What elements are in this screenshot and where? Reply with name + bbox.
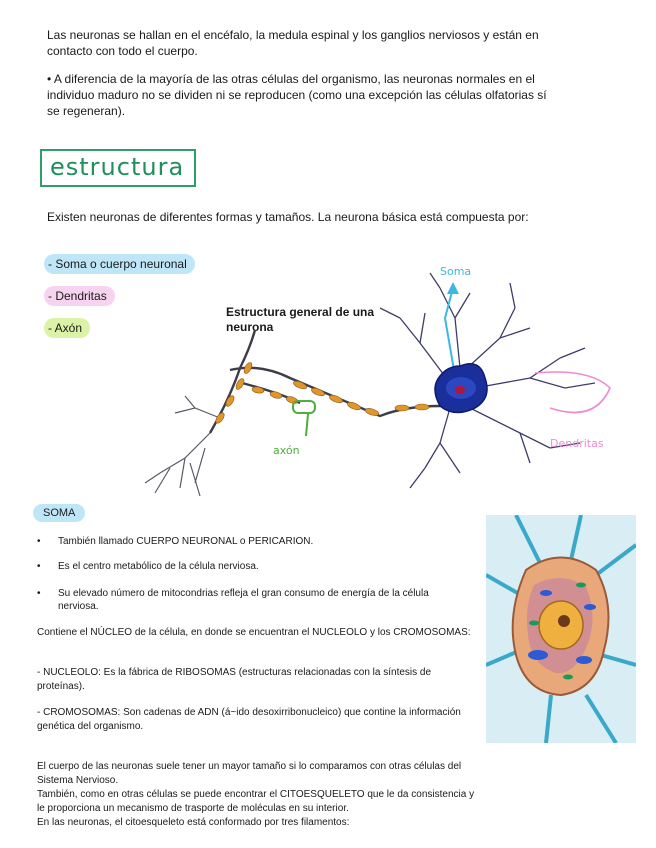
soma-cell-illustration xyxy=(486,515,636,743)
nucleus xyxy=(455,386,465,394)
bullet-mark: • xyxy=(37,561,41,572)
dendrites xyxy=(380,273,595,488)
axon-pointer-arrow xyxy=(306,414,308,436)
axon-terminal-branches xyxy=(145,396,220,496)
part-soma-highlight: - Soma o cuerpo neuronal xyxy=(44,254,195,274)
dendrites-highlight xyxy=(535,372,610,413)
bullet-mark: • xyxy=(37,536,41,547)
soma-arrow-head xyxy=(447,282,459,294)
bullet-text: Su elevado número de mitocondrias refleja el gran consumo de energía de la célula nerviosa. xyxy=(58,588,429,612)
neuron-diagram xyxy=(140,258,620,498)
part-dendrites-highlight: - Dendritas xyxy=(44,286,115,306)
intro-paragraph-2: • A diferencia de la mayoría de las otras células del organismo, las neuronas normales en el individuo maduro no se dividen ni se reproducen (como una excepción las células olfatorias sí se regeneran). xyxy=(47,72,547,118)
label-soma: Soma xyxy=(440,265,472,278)
nucleolo-paragraph: - NUCLEOLO: Es la fábrica de RIBOSOMAS (estructuras relacionadas con la síntesis de proteínas). xyxy=(37,667,432,692)
intro-paragraph-1: Las neuronas se hallan en el encéfalo, la medula espinal y los ganglios nerviosos y están en contacto con todo el cuerpo. xyxy=(47,28,539,58)
myelin-sheath xyxy=(214,361,429,424)
bullet-text: También llamado CUERPO NEURONAL o PERICARION. xyxy=(58,536,314,547)
figure-title: Estructura general de una neurona xyxy=(226,305,375,334)
part-axon-highlight: - Axón xyxy=(44,318,90,338)
bullet-text: Es el centro metabólico de la célula nerviosa. xyxy=(58,561,259,572)
bullet-item-2 xyxy=(37,560,467,573)
section-title: estructura xyxy=(40,149,196,187)
bullet-mark: • xyxy=(37,588,41,599)
nucleus-paragraph: Contiene el NÚCLEO de la célula, en donde se encuentran el NUCLEOLO y los CROMOSOMAS: xyxy=(37,627,471,638)
soma-badge: SOMA xyxy=(33,504,85,522)
final-paragraph: El cuerpo de las neuronas suele tener un mayor tamaño si lo comparamos con otras células del Sistema Nervioso. También, como en otras células se puede encontrar el CITOESQUELETO que le da consistencia y le proporciona un mecanismo de trasporte de moléculas en su interior. En las neuronas, el citoesqueleto está conformado por tres filamentos: xyxy=(37,761,475,828)
cromosomas-paragraph: - CROMOSOMAS: Son cadenas de ADN (á~ido desoxirribonucleico) que contine la información genética del organismo. xyxy=(37,707,461,732)
structure-intro: Existen neuronas de diferentes formas y tamaños. La neurona básica está compuesta por: xyxy=(47,210,529,224)
bullet-item-1 xyxy=(37,535,467,548)
label-dendrites: Dendritas xyxy=(550,437,604,450)
bullet-item-3 xyxy=(37,587,467,613)
illustration-nucleolus xyxy=(558,615,570,627)
label-axon: axón xyxy=(273,444,300,457)
